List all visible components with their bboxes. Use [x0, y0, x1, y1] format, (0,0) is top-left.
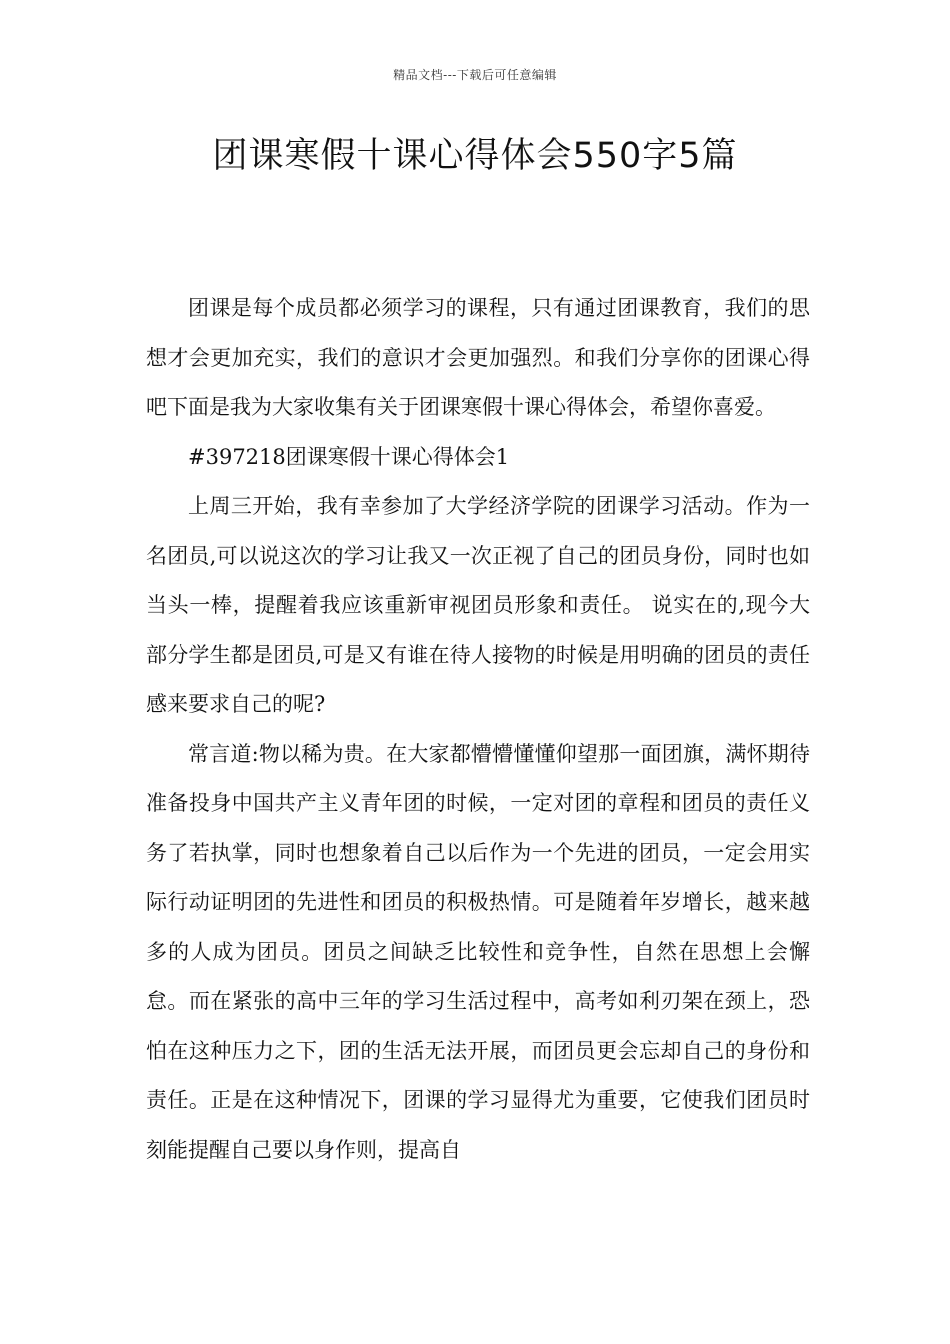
section-heading: #397218团课寒假十课心得体会1: [188, 444, 510, 469]
header-note: 精品文档---下载后可任意编辑: [393, 68, 557, 82]
document-title: 团课寒假十课心得体会550字5篇: [212, 136, 738, 176]
intro-paragraph: 团课是每个成员都必须学习的课程，只有通过团课教育，我们的思想才会更加充实，我们的意识才会更加强烈。和我们分享你的团课心得吧下面是我为大家收集有关于团课寒假十课心得体会，希望你喜爱。: [146, 296, 810, 419]
document-body: [146, 284, 810, 1175]
body-paragraph: 上周三开始，我有幸参加了大学经济学院的团课学习活动。作为一名团员,可以说这次的学习让我又一次正视了自己的团员身份，同时也如当头一棒，提醒着我应该重新审视团员形象和责任。 说实在的,现今大部分学生都是团员,可是又有谁在待人接物的时候是用明确的团员的责任感来要求自己的呢?: [146, 494, 810, 716]
body-paragraph: 常言道:物以稀为贵。在大家都懵懵懂懂仰望那一面团旗，满怀期待准备投身中国共产主义青年团的时候，一定对团的章程和团员的责任义务了若执掌，同时也想象着自己以后作为一个先进的团员，一定会用实际行动证明团的先进性和团员的积极热情。可是随着年岁增长，越来越多的人成为团员。团员之间缺乏比较性和竞争性，自然在思想上会懈怠。而在紧张的高中三年的学习生活过程中，高考如利刃架在颈上，恐怕在这种压力之下，团的生活无法开展，而团员更会忘却自己的身份和责任。正是在这种情况下，团课的学习显得尤为重要，它使我们团员时刻能提醒自己要以身作则，提高自: [146, 741, 810, 1162]
